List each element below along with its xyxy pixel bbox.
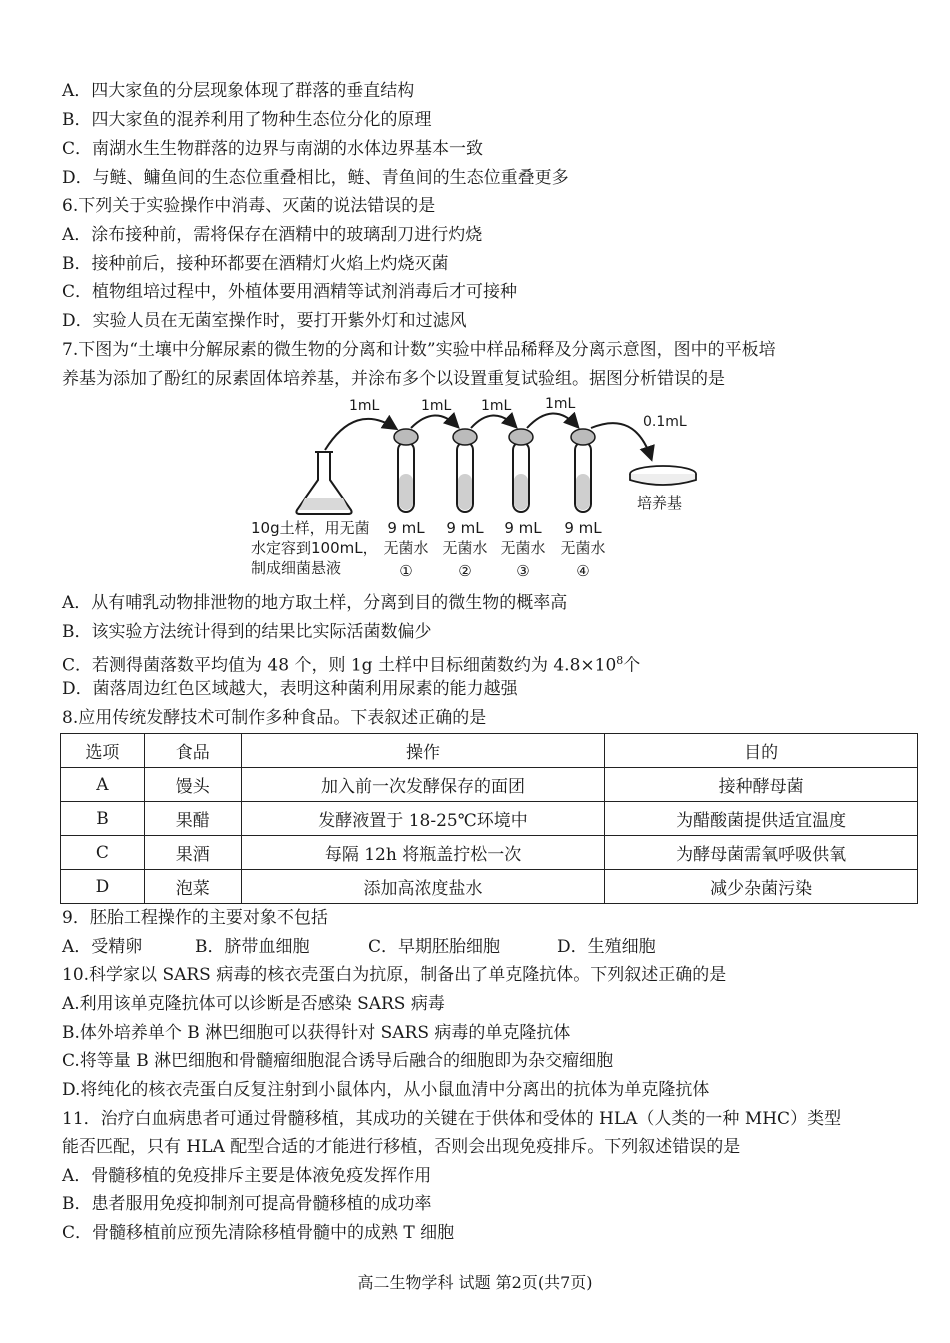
table-header-purpose: 目的 [605, 734, 918, 768]
transfer-label-3: 1mL [481, 398, 512, 414]
tube-1-volume: 9 mL [387, 519, 425, 537]
table-cell: 果酒 [144, 836, 241, 870]
tube-2-icon [453, 429, 477, 512]
dilution-figure [245, 392, 715, 587]
plate-label: 培养基 [637, 494, 683, 512]
q9-option-b: B．脐带血细胞 [195, 937, 310, 957]
table-cell: A [61, 768, 145, 802]
q11-option-a: A．骨髓移植的免疫排斥主要是体液免疫发挥作用 [62, 1166, 432, 1186]
table-cell: 果醋 [144, 802, 241, 836]
table-cell: 为酵母菌需氧呼吸供氧 [605, 836, 918, 870]
q5-option-b: B．四大家鱼的混养利用了物种生态位分化的原理 [62, 110, 432, 130]
table-row [61, 836, 918, 870]
table-cell: 每隔 12h 将瓶盖拧松一次 [241, 836, 605, 870]
q9-option-c: C．早期胚胎细胞 [368, 937, 501, 957]
tube-4-water: 无菌水 [560, 539, 606, 557]
transfer-arrow-3 [471, 415, 515, 428]
q6-option-d: D．实验人员在无菌室操作时，要打开紫外灯和过滤风 [62, 311, 467, 331]
table-cell: 泡菜 [144, 870, 241, 904]
q5-option-c: C．南湖水生生物群落的边界与南湖的水体边界基本一致 [62, 139, 484, 159]
table-row [61, 768, 918, 802]
table-cell: 接种酵母菌 [605, 768, 918, 802]
page-footer: 高二生物学科 试题 第2页(共7页) [357, 1273, 593, 1292]
q7-option-c-tail: 个 [623, 655, 641, 676]
q8-table [60, 733, 918, 904]
transfer-label-1: 1mL [349, 398, 380, 414]
table-header-option: 选项 [61, 734, 145, 768]
transfer-label-4: 1mL [545, 396, 576, 412]
table-cell: 馒头 [144, 768, 241, 802]
table-cell: 加入前一次发酵保存的面团 [241, 768, 605, 802]
table-row [61, 802, 918, 836]
flask-label-line2: 水定容到100mL， [251, 539, 378, 557]
tube-3-volume: 9 mL [504, 519, 542, 537]
transfer-label-2: 1mL [421, 398, 452, 414]
q9-stem: 9．胚胎工程操作的主要对象不包括 [62, 908, 328, 928]
q7-stem-line2: 养基为添加了酚红的尿素固体培养基，并涂布多个以设置重复试验组。据图分析错误的是 [62, 369, 725, 389]
q7-option-a: A．从有哺乳动物排泄物的地方取土样，分离到目的微生物的概率高 [62, 593, 568, 613]
tube-3-number: ③ [516, 562, 530, 580]
q7-option-c-main: C．若测得菌落数平均值为 48 个，则 1g 土样中目标细菌数约为 4.8×10 [62, 655, 617, 676]
table-cell: 减少杂菌污染 [605, 870, 918, 904]
tube-4-number: ④ [576, 562, 590, 580]
dilution-diagram [245, 392, 715, 587]
q7-option-b: B．该实验方法统计得到的结果比实际活菌数偏少 [62, 622, 432, 642]
q6-option-a: A．涂布接种前，需将保存在酒精中的玻璃刮刀进行灼烧 [62, 225, 483, 245]
q9-option-a: A．受精卵 [62, 937, 143, 957]
q5-option-a: A．四大家鱼的分层现象体现了群落的垂直结构 [62, 81, 415, 101]
tube-1-water: 无菌水 [383, 539, 429, 557]
table-cell: D [61, 870, 145, 904]
table-header-row [61, 734, 918, 768]
plate-transfer-label: 0.1mL [643, 414, 687, 430]
q9-option-d: D．生殖细胞 [557, 937, 656, 957]
table-cell: 发酵液置于 18-25℃环境中 [241, 802, 605, 836]
q6-option-c: C．植物组培过程中，外植体要用酒精等试剂消毒后才可接种 [62, 282, 518, 302]
tube-4-volume: 9 mL [564, 519, 602, 537]
tube-1-number: ① [399, 562, 413, 580]
q10-stem: 10.科学家以 SARS 病毒的核衣壳蛋白为抗原，制备出了单克隆抗体。下列叙述正确的是 [62, 965, 727, 985]
flask-icon [296, 452, 351, 514]
table-header-food: 食品 [144, 734, 241, 768]
q7-option-d: D．菌落周边红色区域越大，表明这种菌利用尿素的能力越强 [62, 679, 518, 699]
table-cell: B [61, 802, 145, 836]
table-cell: C [61, 836, 145, 870]
q7-option-c [62, 650, 640, 677]
q5-option-d: D．与鲢、鳙鱼间的生态位重叠相比，鲢、青鱼间的生态位重叠更多 [62, 168, 569, 188]
q10-option-a: A.利用该单克隆抗体可以诊断是否感染 SARS 病毒 [62, 994, 445, 1014]
table-cell: 添加高浓度盐水 [241, 870, 605, 904]
flask-label-line1: 10g土样，用无菌 [251, 519, 370, 537]
q10-option-c: C.将等量 B 淋巴细胞和骨髓瘤细胞混合诱导后融合的细胞即为杂交瘤细胞 [62, 1051, 614, 1071]
q11-option-c: C．骨髓移植前应预先清除移植骨髓中的成熟 T 细胞 [62, 1223, 455, 1243]
tube-2-water: 无菌水 [442, 539, 488, 557]
q11-option-b: B．患者服用免疫抑制剂可提高骨髓移植的成功率 [62, 1194, 432, 1214]
transfer-arrow-4 [527, 413, 577, 428]
petri-dish-icon [630, 466, 696, 485]
q8-stem: 8.应用传统发酵技术可制作多种食品。下表叙述正确的是 [62, 708, 487, 728]
tube-3-water: 无菌水 [500, 539, 546, 557]
tube-1-icon [394, 429, 418, 512]
tube-3-icon [509, 429, 533, 512]
transfer-arrow-2 [411, 415, 457, 428]
flask-label-line3: 制成细菌悬液 [251, 559, 342, 577]
q7-option-c-exponent: 8 [616, 654, 624, 667]
transfer-arrow-1 [325, 419, 395, 450]
tube-2-volume: 9 mL [446, 519, 484, 537]
transfer-arrow-plate [591, 423, 651, 458]
table-cell: 为醋酸菌提供适宜温度 [605, 802, 918, 836]
q6-option-b: B．接种前后，接种环都要在酒精灯火焰上灼烧灭菌 [62, 254, 449, 274]
q10-option-b: B.体外培养单个 B 淋巴细胞可以获得针对 SARS 病毒的单克隆抗体 [62, 1023, 571, 1043]
q11-stem-line2: 能否匹配，只有 HLA 配型合适的才能进行移植，否则会出现免疫排斥。下列叙述错误的是 [62, 1137, 741, 1157]
q7-stem-line1: 7.下图为“土壤中分解尿素的微生物的分离和计数”实验中样品稀释及分离示意图，图中的平板培 [62, 340, 776, 360]
q10-option-d: D.将纯化的核衣壳蛋白反复注射到小鼠体内，从小鼠血清中分离出的抗体为单克隆抗体 [62, 1080, 710, 1100]
tube-4-icon [571, 429, 595, 512]
table-header-operation: 操作 [241, 734, 605, 768]
tube-2-number: ② [458, 562, 472, 580]
q11-stem-line1: 11．治疗白血病患者可通过骨髓移植，其成功的关键在于供体和受体的 HLA（人类的一种 MHC）类型 [62, 1109, 842, 1129]
q6-stem: 6.下列关于实验操作中消毒、灭菌的说法错误的是 [62, 196, 436, 216]
table-row [61, 870, 918, 904]
